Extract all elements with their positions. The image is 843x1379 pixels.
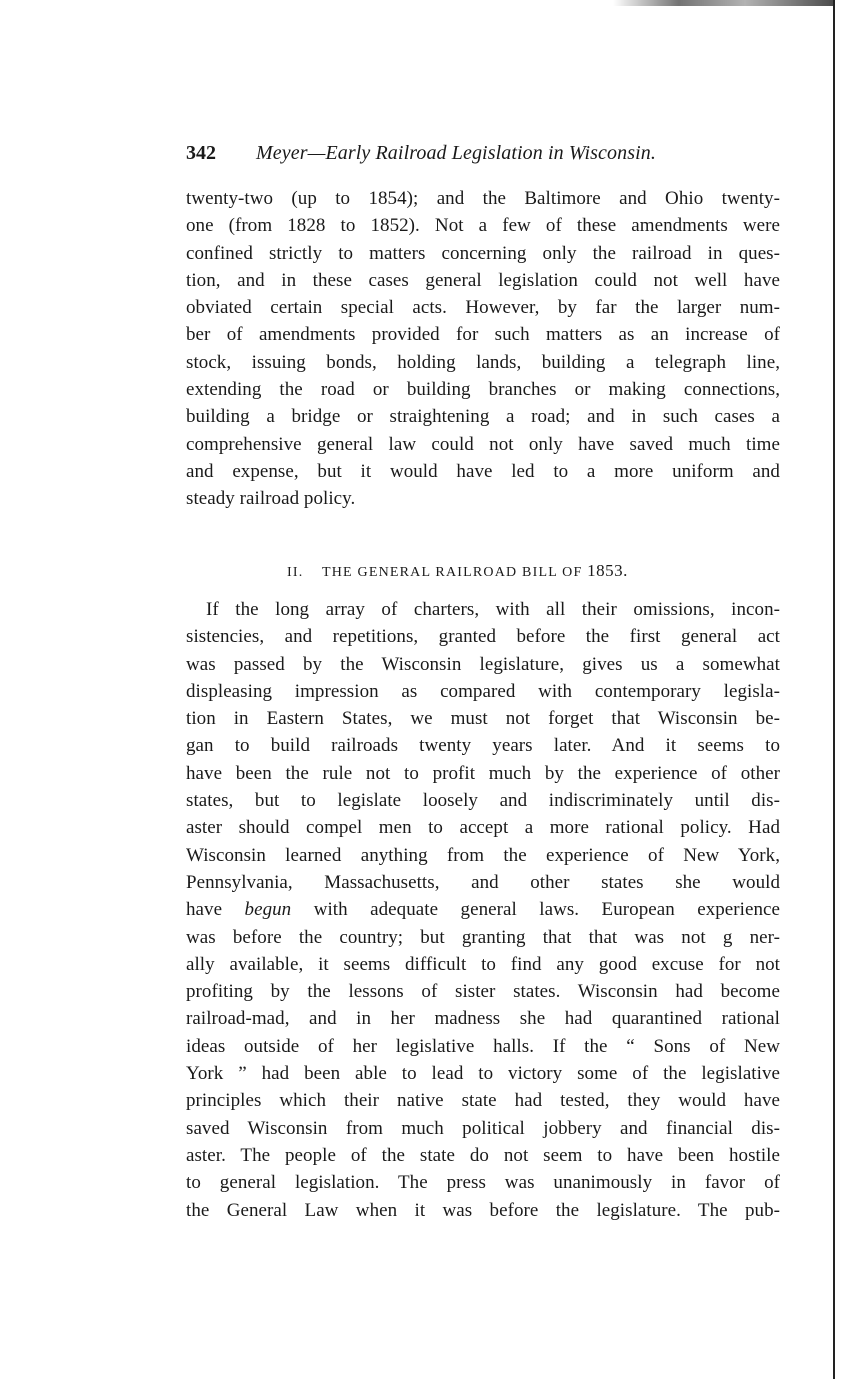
text-line: states, but to legislate loosely and indiscriminately until dis-: [186, 790, 780, 812]
text-run: have: [186, 899, 245, 921]
text-line: obviated certain special acts. However, by far the larger num-: [186, 297, 780, 319]
text-line: and expense, but it would have led to a more uniform and: [186, 460, 780, 482]
paragraph-1: [186, 185, 780, 513]
section-numeral: II.: [287, 565, 304, 580]
text-line: principles which their native state had tested, they would have: [186, 1090, 780, 1112]
text-line: Wisconsin learned anything from the experience of New York,: [186, 844, 780, 866]
text-line: aster should compel men to accept a more rational policy. Had: [186, 817, 780, 839]
paragraph-2: [186, 596, 780, 1224]
scan-top-smudge: [613, 0, 833, 6]
text-line: twenty-two (up to 1854); and the Baltimore and Ohio twenty-: [186, 188, 780, 209]
text-line: to general legislation. The press was unanimously in favor of: [186, 1172, 780, 1194]
text-line: was before the country; but granting that that was not g ner-: [186, 926, 780, 948]
text-line: ber of amendments provided for such matters as an increase of: [186, 324, 780, 346]
text-line: confined strictly to matters concerning only the railroad in ques-: [186, 242, 780, 264]
text-line: one (from 1828 to 1852). Not a few of these amendments were: [186, 215, 780, 237]
text-line: York ” had been able to lead to victory some of the legislative: [186, 1063, 780, 1085]
page-number: 342: [186, 142, 216, 164]
text-line: was passed by the Wisconsin legislature, gives us a somewhat: [186, 653, 780, 675]
scan-page-edge: [833, 0, 835, 1379]
italic-word: begun: [244, 899, 292, 921]
text-line: comprehensive general law could not only have saved much time: [186, 433, 780, 455]
section-heading: [287, 561, 687, 581]
text-line: tion, and in these cases general legislation could not well have: [186, 269, 780, 291]
text-line: ideas outside of her legislative halls. If the “ Sons of New: [186, 1035, 780, 1057]
section-year: 1853.: [587, 561, 628, 580]
text-line: displeasing impression as compared with contemporary legisla-: [186, 680, 780, 702]
page-header: [186, 140, 716, 172]
text-line: gan to build railroads twenty years later. And it seems to: [186, 735, 780, 757]
text-line: steady railroad policy.: [186, 488, 356, 510]
text-line: stock, issuing bonds, holding lands, building a telegraph line,: [186, 351, 780, 373]
text-line: tion in Eastern States, we must not forget that Wisconsin be-: [186, 708, 780, 730]
text-line: ally available, it seems difficult to find any good excuse for not: [186, 953, 780, 975]
running-title: Meyer—Early Railroad Legislation in Wisconsin.: [256, 142, 656, 164]
text-line: aster. The people of the state do not seem to have been hostile: [186, 1144, 780, 1166]
text-line: saved Wisconsin from much political jobbery and financial dis-: [186, 1117, 780, 1139]
section-title: THE GENERAL RAILROAD BILL OF: [322, 565, 583, 580]
text-line: Pennsylvania, Massachusetts, and other states she would: [186, 871, 780, 893]
text-run: with adequate general laws. European experience: [291, 899, 780, 921]
text-line: If the long array of charters, with all their omissions, incon-: [206, 599, 780, 620]
text-line: [186, 896, 780, 923]
text-line: the General Law when it was before the legislature. The pub-: [186, 1199, 780, 1221]
text-line: sistencies, and repetitions, granted before the first general act: [186, 626, 780, 648]
text-line: profiting by the lessons of sister states. Wisconsin had become: [186, 981, 780, 1003]
text-line: extending the road or building branches or making connections,: [186, 379, 780, 401]
text-line: building a bridge or straightening a road; and in such cases a: [186, 406, 780, 428]
text-line: railroad-mad, and in her madness she had quarantined rational: [186, 1008, 780, 1030]
text-line: have been the rule not to profit much by the experience of other: [186, 762, 780, 784]
